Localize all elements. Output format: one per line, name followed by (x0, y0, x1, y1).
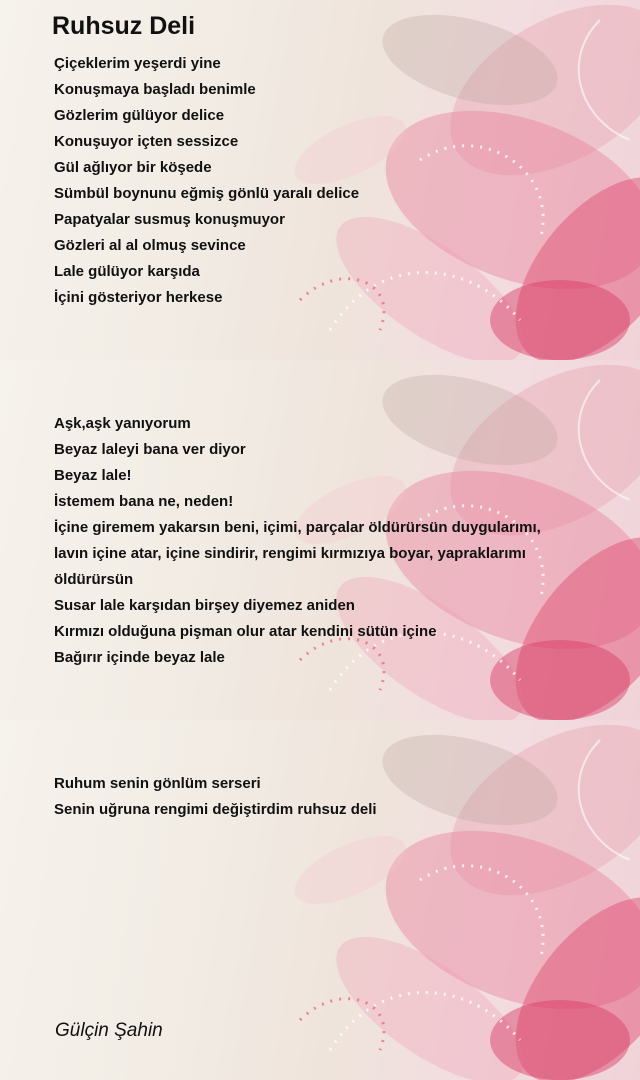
poem-line: İçine giremem yakarsın beni, içimi, parçalar öldürürsün duygularımı, (54, 519, 541, 536)
poem-line: Kırmızı olduğuna pişman olur atar kendini sütün içine (54, 623, 437, 640)
poem-title: Ruhsuz Deli (52, 12, 196, 40)
poem-line: Çiçeklerim yeşerdi yine (54, 55, 221, 72)
poem-line: Konuşmaya başladı benimle (54, 81, 256, 98)
stanza-1 (54, 51, 359, 311)
poem-line: Susar lale karşıdan birşey diyemez aniden (54, 597, 355, 614)
poem-line: Aşk,aşk yanıyorum (54, 415, 191, 432)
poem-line: Lale gülüyor karşıda (54, 263, 200, 280)
stanza-2 (54, 411, 541, 671)
poem-line: Senin uğruna rengimi değiştirdim ruhsuz deli (54, 801, 377, 818)
poem-line: Beyaz laleyi bana ver diyor (54, 441, 246, 458)
poem-line: Konuşuyor içten sessizce (54, 133, 239, 150)
poem-line: Gözleri al al olmuş sevince (54, 237, 246, 254)
poem-line: lavın içine atar, içine sindirir, rengimi kırmızıya boyar, yapraklarımı (54, 545, 526, 562)
poem-line: Sümbül boynunu eğmiş gönlü yaralı delice (54, 185, 360, 202)
poem-line: Papatyalar susmuş konuşmuyor (54, 211, 285, 228)
poem-line: Gözlerim gülüyor delice (54, 107, 225, 124)
poem-line: Bağırır içinde beyaz lale (54, 649, 225, 666)
poem-line: İstemem bana ne, neden! (54, 493, 234, 510)
poem-author: Gülçin Şahin (55, 1020, 163, 1041)
poem-line: İçini gösteriyor herkese (54, 289, 223, 306)
poem-line: Beyaz lale! (54, 467, 132, 484)
stanza-3 (54, 771, 377, 823)
poem-line: Gül ağlıyor bir köşede (54, 159, 212, 176)
poem-line: öldürürsün (54, 571, 134, 588)
poem-line: Ruhum senin gönlüm serseri (54, 775, 261, 792)
